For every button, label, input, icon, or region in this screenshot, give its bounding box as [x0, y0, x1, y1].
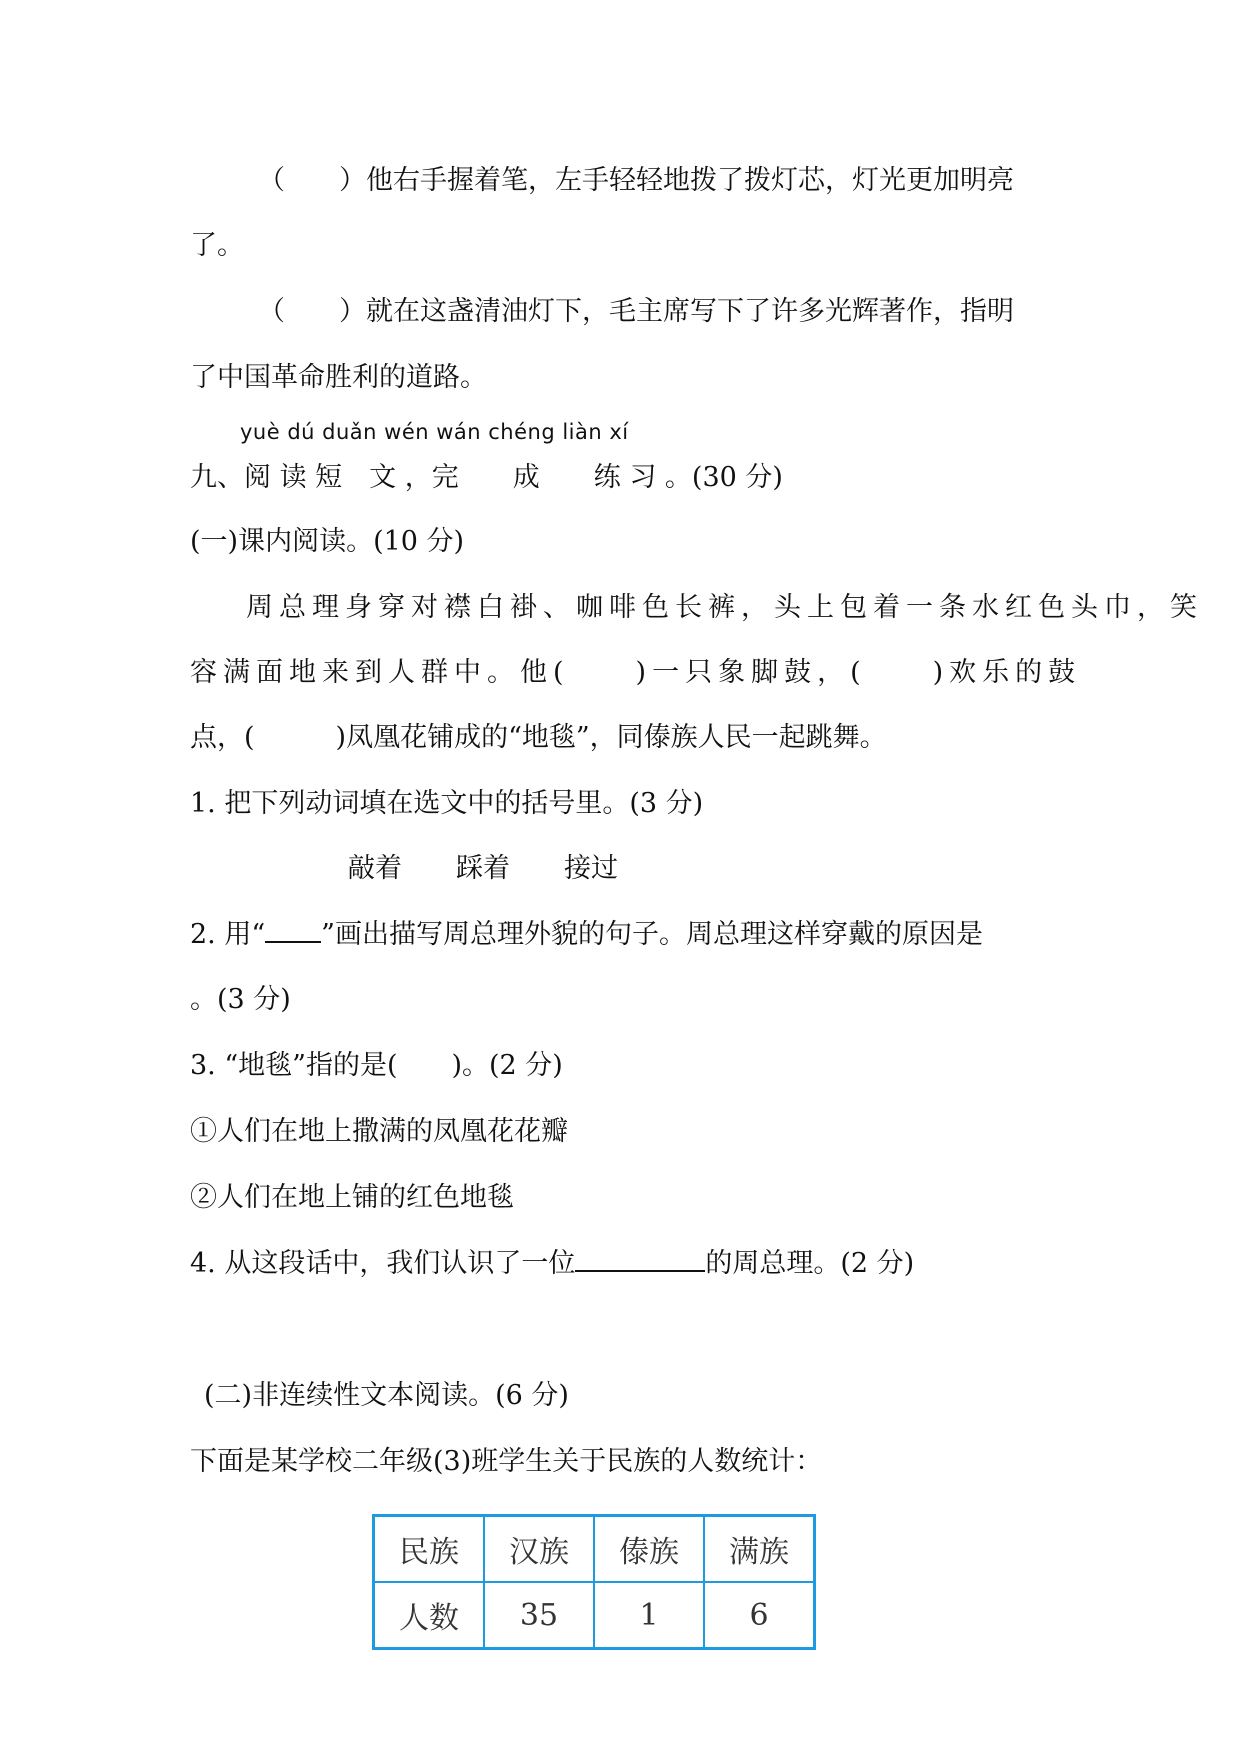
sentence-order-line-2: （ ）就在这盏清油灯下，毛主席写下了许多光辉著作，指明 [258, 296, 1014, 327]
ethnicity-count-table [372, 1514, 816, 1650]
sentence-order-line-1: （ ）他右手握着笔，左手轻轻地拨了拨灯芯，灯光更加明亮 [258, 165, 1014, 196]
table-row [374, 1516, 815, 1583]
question-2 [190, 917, 983, 953]
answer-blank[interactable] [575, 1269, 705, 1272]
table-cell: 35 [484, 1582, 594, 1649]
section-9-pinyin: yuè dú duǎn wén wán chéng liàn xí [240, 420, 629, 444]
question-3: 3. “地毯”指的是( )。(2 分) [190, 1050, 563, 1081]
subsection-1-title: (一)课内阅读。(10 分) [190, 526, 465, 557]
table-cell: 1 [594, 1582, 704, 1649]
section-9-title: 九、阅 读 短 文 ，完 成 练 习 。(30 分) [190, 462, 783, 493]
table-cell: 人数 [374, 1582, 485, 1649]
passage-line-1: 周总理身穿对襟白褂、咖啡色长裤，头上包着一条水红色头巾，笑 [246, 592, 1203, 623]
underline-sample [265, 940, 321, 943]
sentence-order-line-1-cont: 了。 [190, 230, 244, 261]
subsection-2-title: (二)非连续性文本阅读。(6 分) [204, 1380, 569, 1411]
question-2-text: ”画出描写周总理外貌的句子。周总理这样穿戴的原因是 [321, 919, 983, 950]
table-row [374, 1582, 815, 1649]
sentence-order-line-2-cont: 了中国革命胜利的道路。 [190, 362, 487, 393]
question-1: 1. 把下列动词填在选文中的括号里。(3 分) [190, 788, 704, 819]
table-intro: 下面是某学校二年级(3)班学生关于民族的人数统计： [190, 1446, 823, 1477]
question-2-cont: 。(3 分) [190, 984, 291, 1015]
question-3-option-2: ②人们在地上铺的红色地毯 [190, 1182, 514, 1213]
question-2-prefix: 2. 用“ [190, 919, 266, 950]
question-1-word-bank: 敲着 踩着 接过 [348, 853, 618, 884]
table-header-cell: 汉族 [484, 1516, 594, 1583]
question-4 [190, 1246, 914, 1282]
question-3-option-1: ①人们在地上撒满的凤凰花花瓣 [190, 1116, 568, 1147]
passage-line-2: 容满面地来到人群中。他( )一只象脚鼓，( )欢乐的鼓 [190, 657, 1082, 688]
table-cell: 6 [704, 1582, 815, 1649]
question-4-suffix: 的周总理。(2 分) [705, 1248, 915, 1279]
passage-line-3: 点，( )凤凰花铺成的“地毯”，同傣族人民一起跳舞。 [190, 722, 887, 753]
table-header-cell: 满族 [704, 1516, 815, 1583]
table-header-cell: 民族 [374, 1516, 485, 1583]
table-header-cell: 傣族 [594, 1516, 704, 1583]
question-4-prefix: 4. 从这段话中，我们认识了一位 [190, 1248, 576, 1279]
